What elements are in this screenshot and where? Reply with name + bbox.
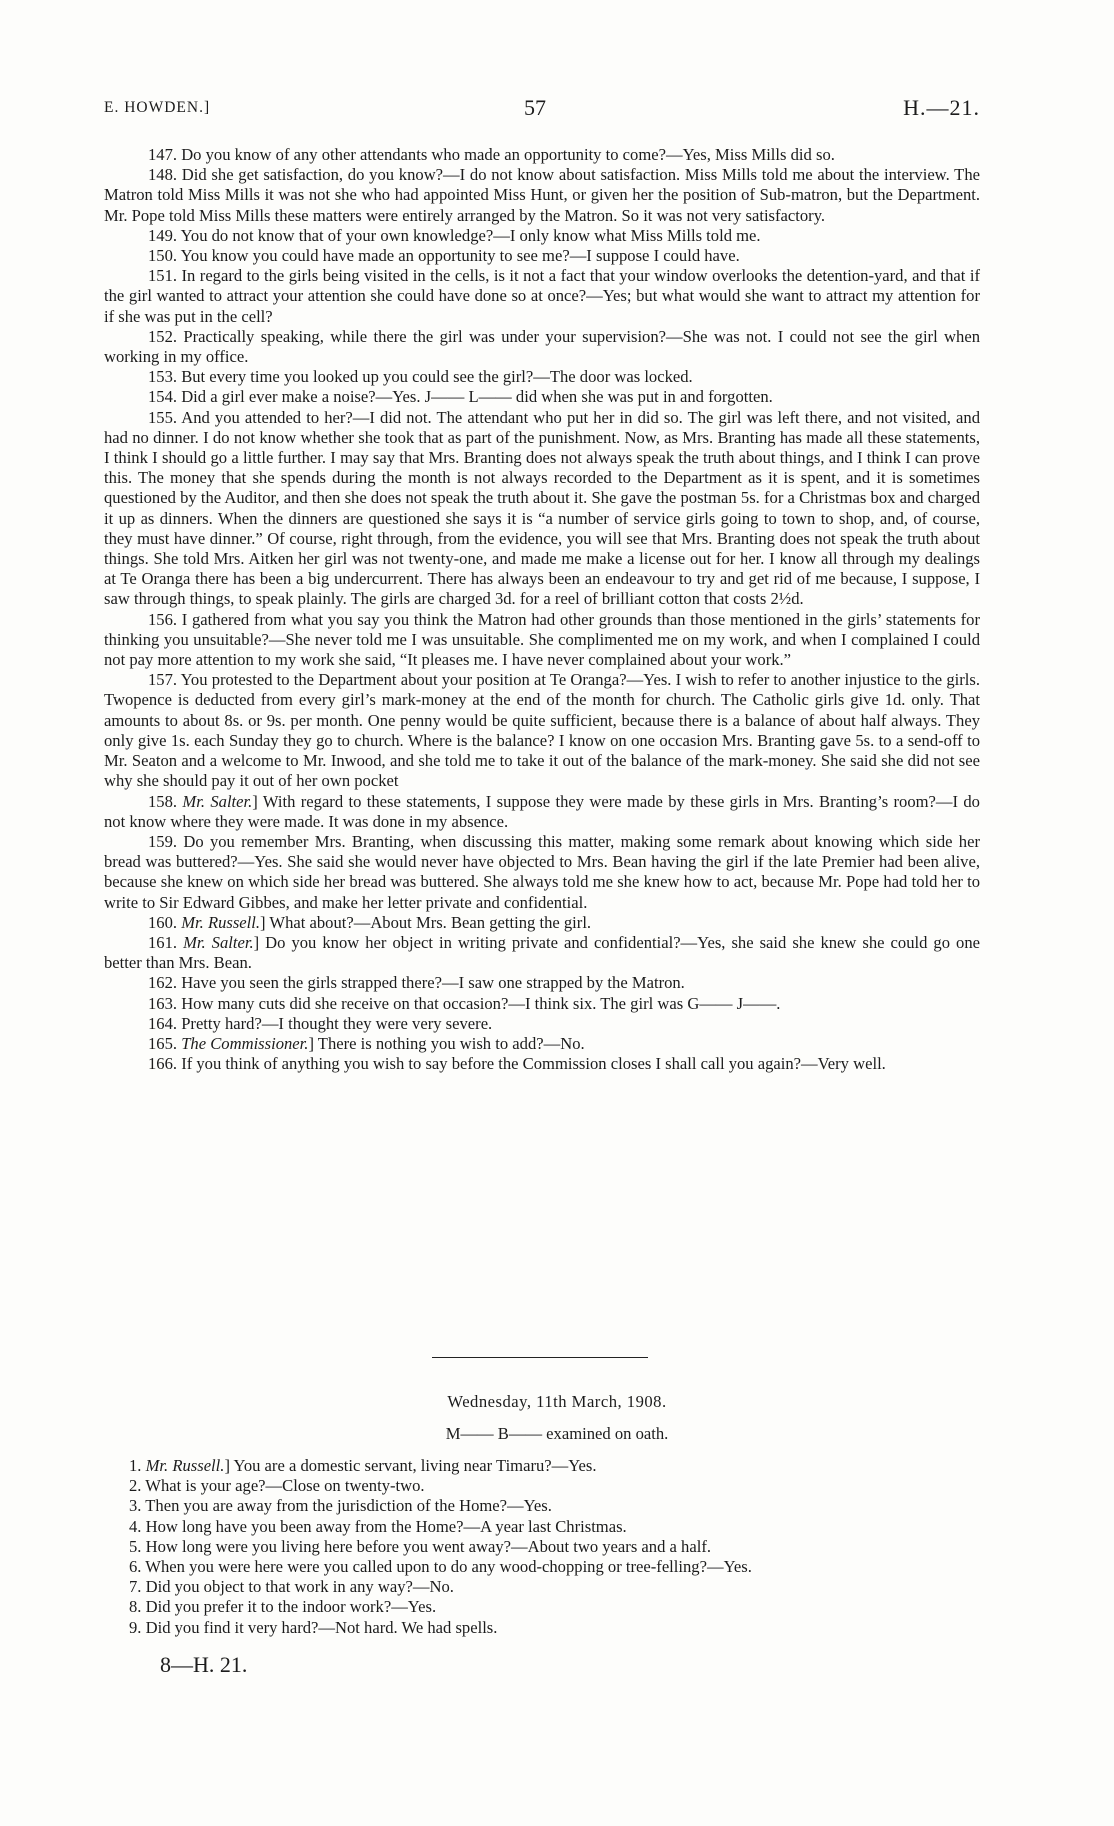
paragraph-text: 157. You protested to the Department about your position at Te Oranga?—Yes. I wish to refer to another injustice to the girls. Twopence is deducted from every girl’s mark-money at the end of the month for church. The Catholic girls give 1d. only. That amounts to about 8s. or 9s. per month. One penny would be quite sufficient, because there is a balance of about half always. They only give 1s. each Sunday they go to church. Where is the balance? I know on one occasion Mrs. Branting gave 5s. to a send-off to Mr. Seaton and a welcome to Mr. Inwood, and she told me to take it out of the balance of the mark-money. She said she did not see why she should pay it out of her own pocket bbox=[104, 670, 980, 791]
testimony-paragraph bbox=[104, 387, 980, 407]
testimony-body bbox=[104, 145, 980, 1074]
testimony-paragraph bbox=[104, 145, 980, 165]
paragraph-text: ] With regard to these statements, I suppose they were made by these girls in Mrs. Branting’s room?—I do not know where they were made. It was done in my absence. bbox=[104, 791, 980, 831]
question-number: 165. bbox=[148, 1033, 178, 1053]
question-number: 160. bbox=[148, 912, 178, 932]
testimony-paragraph bbox=[104, 933, 980, 973]
testimony-paragraph bbox=[104, 226, 980, 246]
section-divider bbox=[432, 1357, 648, 1358]
testimony-paragraph bbox=[104, 246, 980, 266]
document-reference: H.—21. bbox=[903, 95, 980, 120]
testimony-paragraph bbox=[104, 327, 980, 367]
question-number: 158. bbox=[148, 791, 178, 811]
question-line bbox=[104, 1456, 980, 1476]
question-line bbox=[104, 1537, 980, 1557]
paragraph-text: 151. In regard to the girls being visited in the cells, is it not a fact that your window overlooks the detention-yard, and that if the girl wanted to attract your attention she could have done so at once?—Yes; but what would she want to attract my attention for if she was put in the cell? bbox=[104, 266, 980, 326]
paragraph-text: 159. Do you remember Mrs. Branting, when discussing this matter, making some remark about knowing which side her bread was buttered?—Yes. She said she would never have objected to Mrs. Bean having the girl if the late Premier had been alive, because she knew on which side her bread was buttered. She always told me she knew how to act, because Mr. Pope had told her to write to Sir Edward Gibbes, and make her letter private and confidential. bbox=[104, 831, 980, 912]
paragraph-text: 155. And you attended to her?—I did not. The attendant who put her in did so. The girl was left there, and not visited, and had no dinner. I do not know whether she took that as part of the punishment. Now, as Mrs. Branting has made all these statements, I think I should go a little further. I may say that Mrs. Branting does not always speak the truth about things, and I think I can prove this. The money that she spends during the month is not always recorded to the Department as it is spent, and it is sometimes questioned by the Auditor, and then she does not speak the truth about it. She gave the postman 5s. for a Christmas box and charged it up as dinners. When the dinners are questioned she says it is “a number of service girls going to town to shop, and, of course, they must have dinner.” Of course, right through, from the evidence, you will see that Mrs. Branting does not speak the truth about things. She told Mrs. Aitken her girl was not twenty-one, and made me make a license out for her. I know all through my dealings at Te Oranga there has been a big undercurrent. There has always been an endeavour to try and get rid of me because, I suppose, I saw through things, to speak plainly. The girls are charged 3d. for a reel of brilliant cotton that costs 2½d. bbox=[104, 407, 980, 609]
testimony-paragraph bbox=[104, 1054, 980, 1074]
paragraph-text: 166. If you think of anything you wish to say before the Commission closes I shall call you again?—Very well. bbox=[148, 1054, 886, 1074]
testimony-paragraph bbox=[104, 610, 980, 671]
testimony-paragraph bbox=[104, 973, 980, 993]
testimony-paragraph bbox=[104, 408, 980, 610]
speaker-name: Mr. Salter. bbox=[182, 791, 253, 811]
paragraph-text: 4. How long have you been away from the Home?—A year last Christmas. bbox=[129, 1516, 627, 1536]
testimony-paragraph bbox=[104, 670, 980, 791]
testimony-paragraph bbox=[104, 832, 980, 913]
testimony-paragraph bbox=[104, 1014, 980, 1034]
paragraph-text: 162. Have you seen the girls strapped there?—I saw one strapped by the Matron. bbox=[148, 973, 685, 993]
question-line bbox=[104, 1496, 980, 1516]
testimony-paragraph bbox=[104, 1034, 980, 1054]
question-line bbox=[104, 1577, 980, 1597]
paragraph-text: 156. I gathered from what you say you think the Matron had other grounds than those mentioned in the girls’ statements for thinking you unsuitable?—She never told me I was unsuitable. She complimented me on my work, and when I complained I could not pay more attention to my work she said, “It pleases me. I have never complained about your work.” bbox=[104, 609, 980, 670]
testimony-paragraph bbox=[104, 367, 980, 387]
paragraph-text: 164. Pretty hard?—I thought they were very severe. bbox=[148, 1013, 493, 1033]
paragraph-text: 149. You do not know that of your own knowledge?—I only know what Miss Mills told me. bbox=[148, 225, 761, 245]
paragraph-text: 6. When you were here were you called upon to do any wood-chopping or tree-felling?—Yes. bbox=[129, 1557, 752, 1577]
question-number: 161. bbox=[148, 932, 178, 952]
paragraph-text: 153. But every time you looked up you could see the girl?—The door was locked. bbox=[148, 367, 693, 387]
testimony-paragraph bbox=[104, 266, 980, 327]
paragraph-text: ] What about?—About Mrs. Bean getting the girl. bbox=[260, 912, 592, 932]
speaker-name: Mr. Russell. bbox=[145, 1456, 225, 1475]
examination-body bbox=[104, 1456, 980, 1638]
testimony-paragraph bbox=[104, 792, 980, 832]
question-line bbox=[104, 1557, 980, 1577]
header-witness-name: E. HOWDEN.] bbox=[104, 99, 211, 116]
paragraph-text: 147. Do you know of any other attendants who made an opportunity to come?—Yes, Miss Mills did so. bbox=[148, 145, 835, 164]
paragraph-text: 163. How many cuts did she receive on that occasion?—I think six. The girl was G—— J——. bbox=[148, 993, 781, 1013]
paragraph-text: ] There is nothing you wish to add?—No. bbox=[308, 1033, 585, 1053]
page-header bbox=[104, 95, 980, 125]
paragraph-text: 152. Practically speaking, while there the girl was under your supervision?—She was not. I could not see the girl when working in my office. bbox=[104, 326, 980, 367]
paragraph-text: 7. Did you object to that work in any way?—No. bbox=[129, 1577, 454, 1597]
paragraph-text: ] You are a domestic servant, living near Timaru?—Yes. bbox=[224, 1456, 597, 1475]
testimony-paragraph bbox=[104, 994, 980, 1014]
question-line bbox=[104, 1517, 980, 1537]
signature-mark: 8—H. 21. bbox=[160, 1652, 248, 1677]
paragraph-text: 9. Did you find it very hard?—Not hard. We had spells. bbox=[129, 1617, 498, 1637]
question-number: 1. bbox=[129, 1456, 142, 1475]
paragraph-text: 2. What is your age?—Close on twenty-two. bbox=[129, 1476, 425, 1496]
speaker-name: Mr. Salter. bbox=[183, 932, 254, 952]
page-number: 57 bbox=[524, 95, 546, 120]
paragraph-text: 3. Then you are away from the jurisdiction of the Home?—Yes. bbox=[129, 1496, 552, 1516]
question-line bbox=[104, 1597, 980, 1617]
speaker-name: Mr. Russell. bbox=[181, 912, 261, 932]
paragraph-text: 154. Did a girl ever make a noise?—Yes. J—— L—— did when she was put in and forgotten. bbox=[148, 387, 773, 407]
question-line bbox=[104, 1618, 980, 1638]
paragraph-text: ] Do you know her object in writing private and confidential?—Yes, she said she knew she could go one better than Mrs. Bean. bbox=[104, 932, 981, 973]
paragraph-text: 148. Did she get satisfaction, do you know?—I do not know about satisfaction. Miss Mills told me about the interview. The Matron told Miss Mills it was not she who had appointed Miss Hunt, or given her the position of Sub-matron, but the Department. Mr. Pope told Miss Mills these matters were entirely arranged by the Matron. So it was not very satisfactory. bbox=[104, 165, 980, 225]
witness-line: M—— B—— examined on oath. bbox=[445, 1424, 669, 1443]
paragraph-text: 150. You know you could have made an opportunity to see me?—I suppose I could have. bbox=[148, 246, 740, 266]
testimony-paragraph bbox=[104, 165, 980, 226]
testimony-paragraph bbox=[104, 913, 980, 933]
paragraph-text: 5. How long were you living here before you went away?—About two years and a half. bbox=[129, 1536, 711, 1556]
session-date: Wednesday, 11th March, 1908. bbox=[447, 1392, 667, 1411]
question-line bbox=[104, 1476, 980, 1496]
speaker-name: The Commissioner. bbox=[181, 1033, 309, 1053]
paragraph-text: 8. Did you prefer it to the indoor work?—Yes. bbox=[129, 1597, 437, 1617]
